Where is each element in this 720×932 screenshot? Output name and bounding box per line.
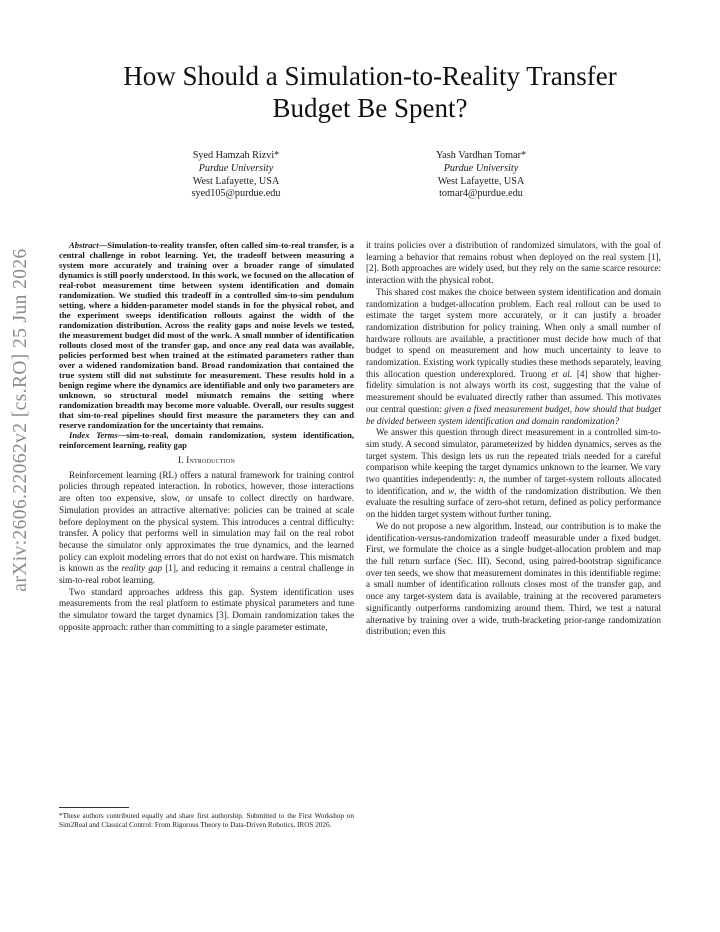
abstract-label: Abstract	[69, 240, 99, 250]
right-column	[366, 240, 661, 638]
paragraph-text: Reinforcement learning (RL) offers a natural framework for training control policies through repeated interaction. In robotics, however, those interactions are often too expensive, slow, or unsafe to collect directly on hardware. Simulation provides an attractive alternative: policies can be trained at scale before deployment on the physical system. This introduces a central difficulty: transfer. A policy that performs well in simulation may fail on the real robot because the simulator only approximates the true dynamics, and the learned policy can exploit modeling errors that do not exist on hardware. This mismatch is known as the	[59, 469, 354, 574]
intro-paragraph-1	[59, 470, 354, 587]
section-number: I.	[178, 455, 187, 465]
index-terms-text: —sim-to-real, domain randomization, system identification, reinforcement learning, reality gap	[59, 430, 354, 450]
arxiv-identifier: arXiv:2606.22062v2 [cs.RO] 25 Jun 2026	[10, 248, 31, 592]
left-column	[59, 240, 354, 634]
author-location: West Lafayette, USA	[192, 175, 280, 187]
author-name: Syed Hamzah Rizvi*	[192, 150, 280, 161]
intro-paragraph-5	[366, 427, 661, 521]
footnote-rule	[59, 807, 129, 808]
intro-paragraph-2: Two standard approaches address this gap. System identification uses measurements from the real platform to estimate physical parameters and tune the simulator toward the target dynamics [3]. Domain randomization takes the opposite approach: rather than committing to a single parameter estimate,	[59, 586, 354, 632]
author-email[interactable]: tomar4@purdue.edu	[439, 188, 523, 200]
paragraph-text: [4] show that higher-fidelity simulation is not always worth its cost, suggesting that the value of measurement should be evaluated directly rather than assumed. This motivates our central question:	[366, 368, 661, 414]
emphasized-term: reality gap	[121, 563, 163, 574]
paragraph-text: We answer this question through direct measurement in a controlled sim-to-sim study. A second simulator, parameterized by hidden dynamics, serves as the target system. This design lets us run the repeated trials needed for a careful comparison while keeping the target dynamics unknown to the learner. We vary two quantities independently:	[366, 427, 661, 485]
paragraph-text: [1], and reducing it remains a central challenge in sim-to-real robot learning.	[59, 563, 354, 586]
author-name: Yash Vardhan Tomar*	[435, 150, 527, 161]
intro-paragraph-3: it trains policies over a distribution of randomized simulators, with the goal of learning a behavior that remains robust when deployed on the real system [1], [2]. Both approaches are widely used, but they rely on the same scarce resource: interaction with the physical robot.	[366, 240, 661, 286]
author-location: West Lafayette, USA	[437, 175, 525, 187]
paragraph-text: , the width of the randomization distribution. We then evaluate the resulting surface of zero-shot return, defined as policy performance on the hidden target system without further tuning.	[366, 485, 661, 520]
math-variable: n	[478, 474, 484, 485]
paper-title	[90, 60, 650, 124]
intro-paragraph-4	[366, 287, 661, 427]
author-affiliation: Purdue University	[198, 162, 274, 174]
paragraph-text: , the number of target-system rollouts allocated to identification, and	[366, 474, 661, 496]
author-block-2	[366, 150, 596, 201]
section-title: Introduction	[186, 455, 235, 465]
author-block-1	[121, 150, 351, 201]
title-line-1: How Should a Simulation-to-Reality Transfer	[123, 61, 617, 91]
arxiv-watermark	[4, 140, 38, 700]
emphasized-term: et al.	[551, 368, 573, 379]
index-terms-label: Index Terms	[69, 430, 118, 440]
section-heading-introduction	[59, 455, 354, 467]
intro-paragraph-6: We do not propose a new algorithm. Instead, our contribution is to make the identification-versus-randomization tradeoff measurable under a fixed budget. First, we formulate the choice as a single budget-allocation problem and map the full return surface (Sec. III). Second, using paired-bootstrap significance over ten seeds, we show that measurement dominates in this identifiable regime: a small number of identification rollouts closes most of the transfer gap, and once any target-system data is available, training at the recovered parameters significantly outperforms randomizing around them. Third, we test a natural alternative by training over a wide, truth-bracketing prior-range randomization distribution; even this	[366, 520, 661, 637]
index-terms	[59, 430, 354, 450]
math-variable: w	[448, 485, 455, 496]
abstract-text: —Simulation-to-reality transfer, often called sim-to-real transfer, is a central challenge in robot learning. Yet, the tradeoff between measuring a system more accurately and training over a broader range of simulated dynamics is still poorly understood. In this work, we focused on the allocation of real-robot measurement time between system identification and domain randomization. We studied this tradeoff in a controlled sim-to-sim pendulum setting, where a hidden-parameter model stands in for the physical robot, and the experiment sweeps identification rollouts against the width of the randomization distribution. Across the reality gaps and noise levels we tested, the measurement budget did most of the work. A small number of identification rollouts closed most of the transfer gap, and once any real data was available, policies performed best when trained at the estimated parameters rather than over a widened randomization band. Broad randomization that contained the true system still did not substitute for measurement. These results hold in a benign regime where the dynamics are identifiable and only two parameters are unknown, so structural model mismatch remains the setting where randomization breadth may become more valuable. Overall, our results suggest that sim-to-real pipelines should first measure the parameters they can and reserve randomization for the uncertainty that remains.	[59, 240, 354, 430]
author-email[interactable]: syed105@purdue.edu	[191, 188, 281, 200]
central-question: given a fixed measurement budget, how should that budget be divided between system identification and domain randomization?	[366, 403, 661, 426]
title-line-2: Budget Be Spent?	[272, 93, 468, 123]
footnote: *These authors contributed equally and share first authorship. Submitted to the First Workshop on Sim2Real and Classical Control: From Rigorous Theory to Data-Driven Robotics, IROS 2026.	[59, 812, 354, 829]
author-affiliation: Purdue University	[443, 162, 519, 174]
abstract	[59, 240, 354, 430]
paragraph-text: This shared cost makes the choice between system identification and domain randomization a budget-allocation problem. Each real rollout can be used to estimate the target system more accurately, or it can justify a broader randomization distribution for policy training. When only a small number of hardware rollouts are available, a practitioner must decide how much of that budget to spend on measurement and how much uncertainty to leave to randomization. Existing work typically studies these methods separately, leaving this allocation question underexplored. Truong	[366, 286, 661, 379]
